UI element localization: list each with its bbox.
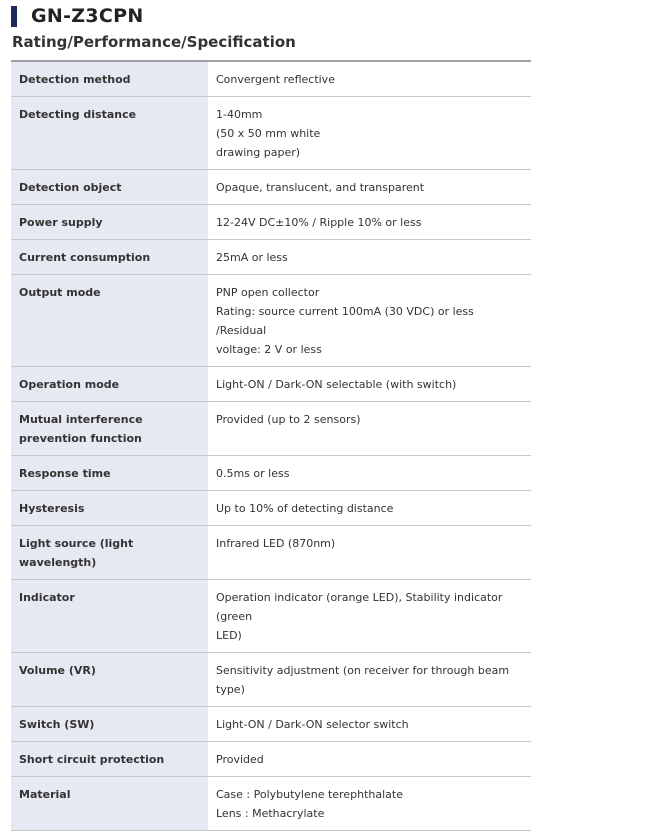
spec-value-line: 25mA or less [216, 251, 288, 264]
spec-value [208, 240, 531, 275]
spec-value-line: (50 x 50 mm white [216, 127, 321, 140]
spec-label: Light source (light wavelength) [11, 526, 208, 580]
spec-value-line: Infrared LED (870nm) [216, 537, 336, 550]
spec-value [208, 97, 531, 170]
spec-value [208, 402, 531, 456]
spec-value-line: Light-ON / Dark-ON selectable (with switch) [216, 378, 457, 391]
spec-value [208, 526, 531, 580]
spec-value [208, 61, 531, 97]
table-row [11, 61, 531, 97]
spec-label: Volume (VR) [11, 653, 208, 707]
spec-value-line: Case : Polybutylene terephthalate [216, 788, 403, 801]
table-row [11, 240, 531, 275]
spec-value [208, 205, 531, 240]
section-subtitle: Rating/Performance/Specification [12, 33, 296, 51]
spec-value-line: 0.5ms or less [216, 467, 290, 480]
table-row [11, 707, 531, 742]
spec-value-line: Provided (up to 2 sensors) [216, 413, 361, 426]
spec-value [208, 742, 531, 777]
spec-value [208, 456, 531, 491]
table-row [11, 170, 531, 205]
spec-label: Detecting distance [11, 97, 208, 170]
spec-label: Response time [11, 456, 208, 491]
spec-table [11, 60, 531, 831]
spec-value-line: 12-24V DC±10% / Ripple 10% or less [216, 216, 422, 229]
spec-label: Output mode [11, 275, 208, 367]
spec-value-line: Rating: source current 100mA (30 VDC) or less /Residual [216, 305, 474, 337]
spec-value-line: Light-ON / Dark-ON selector switch [216, 718, 409, 731]
spec-label: Short circuit protection [11, 742, 208, 777]
spec-label: Switch (SW) [11, 707, 208, 742]
spec-label: Material [11, 777, 208, 831]
table-row [11, 526, 531, 580]
spec-value [208, 653, 531, 707]
spec-value [208, 275, 531, 367]
spec-value [208, 491, 531, 526]
table-row [11, 205, 531, 240]
spec-value-line: 1-40mm [216, 108, 263, 121]
spec-value [208, 367, 531, 402]
spec-value-line: Lens : Methacrylate [216, 807, 325, 820]
spec-value [208, 777, 531, 831]
spec-value-line: LED) [216, 629, 242, 642]
spec-table-body [11, 61, 531, 831]
spec-value-line: Convergent reflective [216, 73, 335, 86]
spec-label: Current consumption [11, 240, 208, 275]
spec-label: Operation mode [11, 367, 208, 402]
spec-value-line: voltage: 2 V or less [216, 343, 322, 356]
spec-label: Hysteresis [11, 491, 208, 526]
page-title: GN-Z3CPN [31, 5, 144, 27]
table-row [11, 777, 531, 831]
table-row [11, 580, 531, 653]
spec-value-line: Provided [216, 753, 264, 766]
table-row [11, 742, 531, 777]
spec-value-line: Sensitivity adjustment (on receiver for through beam type) [216, 664, 510, 696]
table-row [11, 97, 531, 170]
spec-value-line: Opaque, translucent, and transparent [216, 181, 425, 194]
table-row [11, 367, 531, 402]
spec-value-line: Operation indicator (orange LED), Stability indicator (green [216, 591, 503, 623]
table-row [11, 275, 531, 367]
spec-label: Indicator [11, 580, 208, 653]
table-row [11, 653, 531, 707]
spec-label: Mutual interference prevention function [11, 402, 208, 456]
spec-value-line: drawing paper) [216, 146, 301, 159]
spec-value-line: PNP open collector [216, 286, 320, 299]
spec-value-line: Up to 10% of detecting distance [216, 502, 394, 515]
table-row [11, 402, 531, 456]
table-row [11, 491, 531, 526]
spec-value [208, 707, 531, 742]
title-accent-bar [11, 6, 17, 27]
spec-label: Detection method [11, 61, 208, 97]
spec-label: Power supply [11, 205, 208, 240]
spec-value [208, 580, 531, 653]
table-row [11, 456, 531, 491]
page-title-row [11, 3, 144, 29]
spec-label: Detection object [11, 170, 208, 205]
spec-value [208, 170, 531, 205]
